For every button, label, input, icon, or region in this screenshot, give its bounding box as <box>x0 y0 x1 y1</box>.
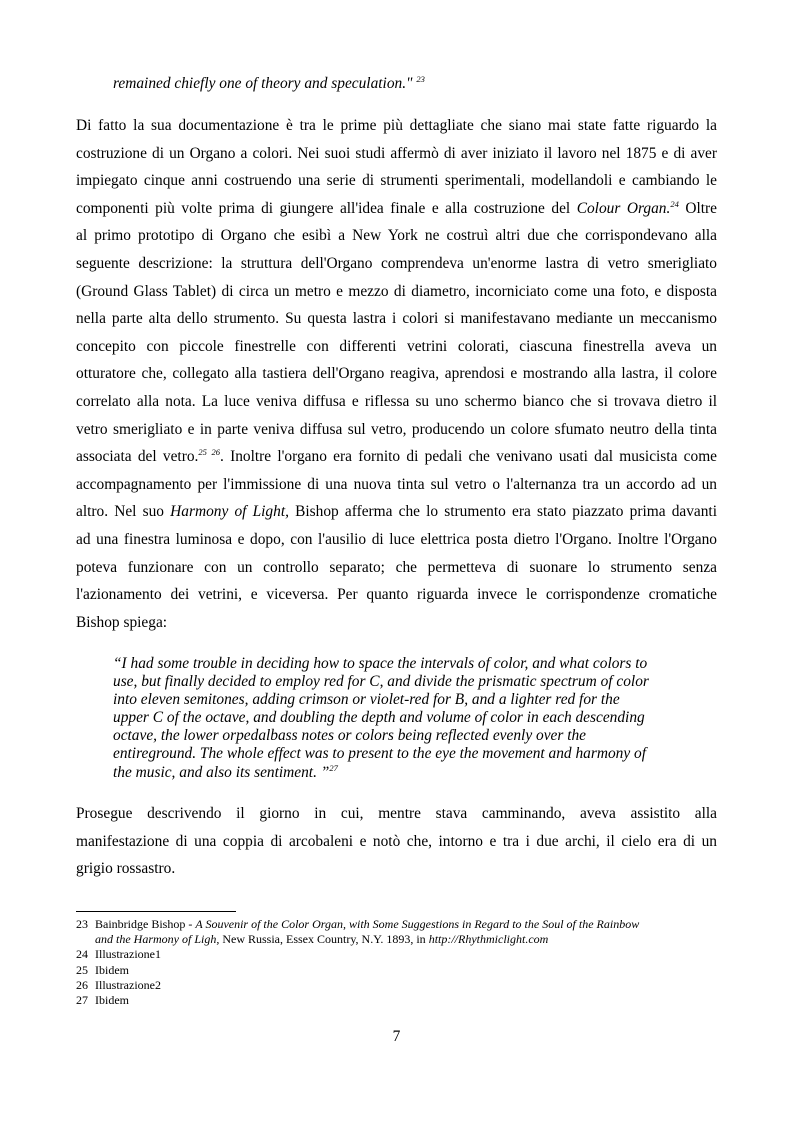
footnote-number: 27 <box>76 993 88 1008</box>
footnote-number: 25 <box>76 962 88 977</box>
lead-quote <box>113 74 713 94</box>
footnote-text: Illustrazione2 <box>95 977 161 992</box>
text-line: grigio rossastro. <box>76 860 176 878</box>
quote-line: use, but finally decided to employ red for C, and divide the prismatic spectrum of color <box>113 673 649 691</box>
footnote-title: A Souvenir of the Color Organ, with Some Suggestions in Regard to the Soul of the Rainbow <box>195 917 640 931</box>
block-quote <box>113 655 683 782</box>
paragraph-2 <box>76 800 717 883</box>
text-line: concepito con piccole finestrelle con differenti vetrini colorati, ciascuna finestrella aveva un <box>76 337 717 355</box>
footnote-23 <box>76 917 716 932</box>
text-line: (Ground Glass Tablet) di circa un metro e mezzo di diametro, incorniciato come una foto, e disposta <box>76 282 717 300</box>
footnote-text: Ibidem <box>95 962 129 977</box>
footnote-divider <box>76 911 236 912</box>
footnotes <box>76 917 716 1008</box>
text-line <box>76 195 717 223</box>
footnote-26 <box>76 978 716 993</box>
footnote-title: and the Harmony of Ligh, <box>95 932 220 947</box>
text-span: Oltre <box>685 199 717 217</box>
text-line: Di fatto la sua documentazione è tra le prime più dettagliate che siano mai state fatte riguardo la <box>76 117 717 134</box>
text-span: associata del vetro. <box>76 448 199 466</box>
work-title-colour-organ: Colour Organ. <box>576 199 671 217</box>
text-line: accompagnamento per l'immissione di una nuova tinta sul vetro o l'alternanza tra un accordo ad un <box>76 475 717 493</box>
footnote-23-continued <box>76 932 716 947</box>
text-span: the music, and also its sentiment. ” <box>113 763 330 781</box>
footnote-25 <box>76 963 716 978</box>
quote-line: upper C of the octave, and doubling the depth and volume of color in each descending <box>113 709 645 727</box>
footnote-publication: New Russia, Essex Country, N.Y. 1893, in <box>222 932 426 947</box>
footnote-text: Ibidem <box>95 993 129 1008</box>
paragraph-1 <box>76 112 717 636</box>
text-line <box>76 498 717 526</box>
text-line: nella parte alta dello strumento. Su questa lastra i colori si manifestavano mediante un meccanismo <box>76 310 717 328</box>
work-title-harmony-of-light: Harmony of Light, <box>170 503 289 521</box>
text-line <box>76 443 717 471</box>
quote-line <box>113 764 683 782</box>
text-line: otturatore che, collegato alla tastiera dell'Organo reagiva, aprendosi e mostrando alla lastra, il colore <box>76 365 717 383</box>
text-line: correlato alla nota. La luce veniva diffusa e riflessa su uno schermo bianco che si trovava dietro il <box>76 392 717 410</box>
lead-quote-text: remained chiefly one of theory and speculation." <box>113 75 413 92</box>
page-number: 7 <box>392 1028 401 1045</box>
quote-line: octave, the lower orpedalbass notes or colors being reflected evenly over the <box>113 727 586 745</box>
text-line: costruzione di un Organo a colori. Nei suoi studi affermò di aver iniziato il lavoro nel 1875 e di aver <box>76 144 717 162</box>
footnote-ref-23: 23 <box>416 73 425 84</box>
text-line: ad una finestra luminosa e dopo, con l'ausilio di luce elettrica posta dietro l'Organo. Inoltre l'Organo <box>76 530 717 548</box>
footnote-author: Bainbridge Bishop - <box>95 917 193 931</box>
text-line: vetro smerigliato e in parte veniva diffusa sul vetro, producendo un colore sfumato neutro della tinta <box>76 420 717 438</box>
text-span: Bishop afferma che lo strumento era stato piazzato prima davanti <box>295 503 717 521</box>
text-line: seguente descrizione: la struttura dell'Organo comprendeva un'enorme lastra di vetro smerigliato <box>76 254 717 272</box>
footnote-number: 24 <box>76 947 88 962</box>
footnote-url: http://Rhythmiclight.com <box>428 932 549 947</box>
text-line: manifestazione di una coppia di arcobaleni e notò che, intorno e tra i due archi, il cielo era di un <box>76 832 717 850</box>
text-line: poteva funzionare con un controllo separato; che permetteva di suonare lo strumento senza <box>76 558 717 576</box>
footnote-number: 23 <box>76 917 88 931</box>
text-span: componenti più volte prima di giungere all'idea finale e alla costruzione del <box>76 199 571 217</box>
text-span: . Inoltre l'organo era fornito di pedali che venivano usati dal musicista come <box>219 448 718 466</box>
footnote-27 <box>76 993 716 1008</box>
text-line: al primo prototipo di Organo che esibì a New York ne costruì altri due che corrispondevano alla <box>76 227 717 245</box>
footnote-refs-25-26: 25 26 <box>198 447 220 457</box>
text-line: impiegato cinque anni costruendo una serie di strumenti sperimentali, modellandoli e cambiando le <box>76 172 717 190</box>
text-line: Bishop spiega: <box>76 613 168 631</box>
footnote-text: Illustrazione1 <box>95 947 161 962</box>
quote-line: into eleven semitones, adding crimson or violet-red for B, and a lighter red for the <box>113 691 620 709</box>
footnote-ref-24: 24 <box>670 198 679 209</box>
text-line: Prosegue descrivendo il giorno in cui, mentre stava camminando, aveva assistito alla <box>76 805 717 822</box>
footnote-24 <box>76 947 716 962</box>
quote-line: entireground. The whole effect was to present to the eye the movement and harmony of <box>113 745 646 763</box>
text-span: altro. Nel suo <box>76 503 164 521</box>
text-line: l'azionamento dei vetrini, e viceversa. Per quanto riguarda invece le corrispondenze cromatiche <box>76 586 717 604</box>
footnote-ref-27: 27 <box>329 762 338 773</box>
footnote-number: 26 <box>76 977 88 992</box>
quote-line: “I had some trouble in deciding how to space the intervals of color, and what colors to <box>113 655 648 672</box>
